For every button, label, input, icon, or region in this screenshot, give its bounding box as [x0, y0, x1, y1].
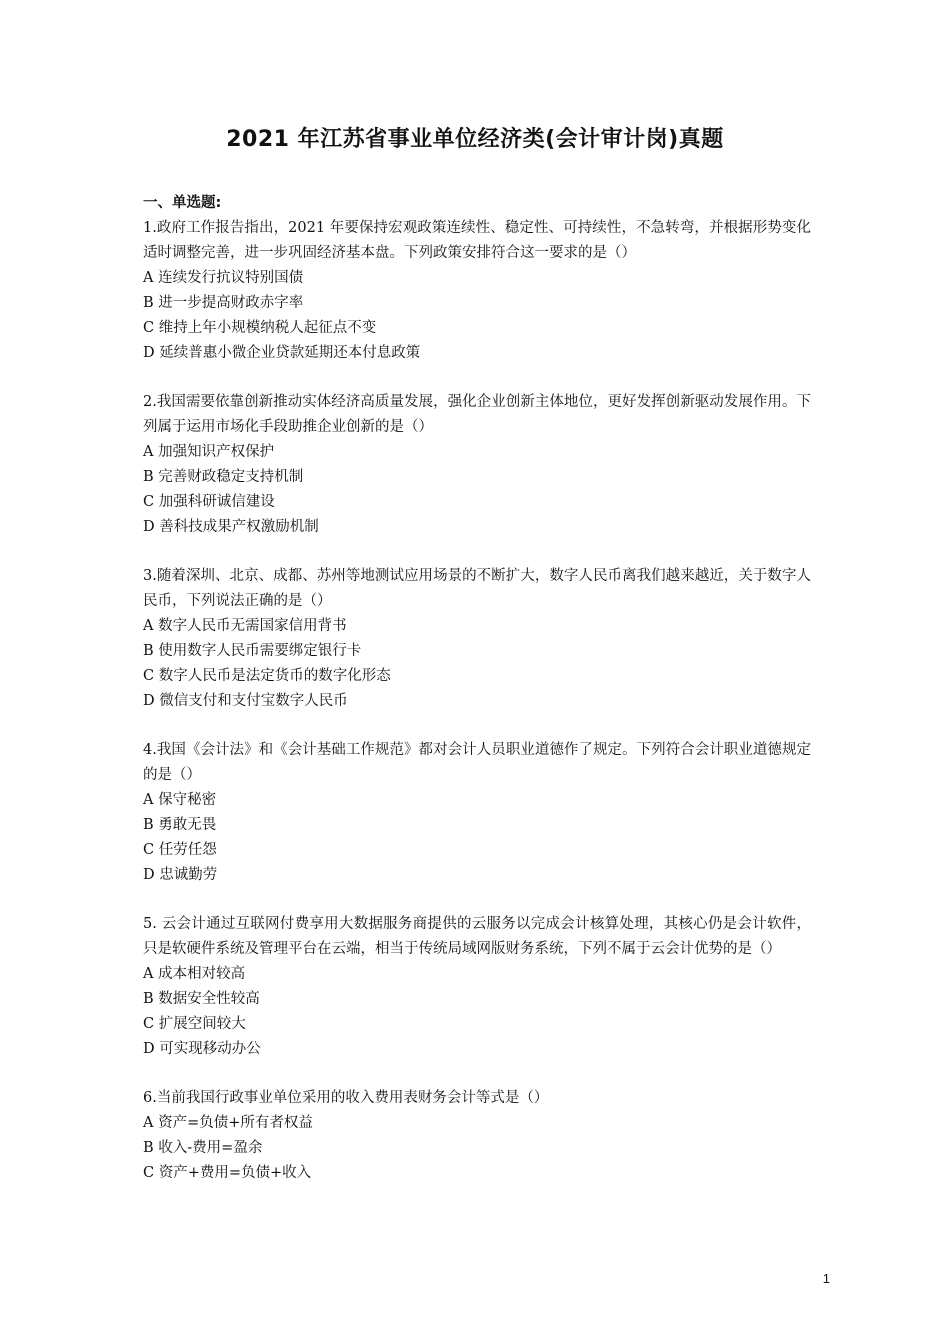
- option-d: D 微信支付和支付宝数字人民币: [143, 693, 348, 709]
- option-d: D 延续普惠小微企业贷款延期还本付息政策: [143, 345, 421, 361]
- option-b: B 进一步提高财政赤字率: [143, 295, 304, 311]
- option-b: B 使用数字人民币需要绑定银行卡: [143, 643, 362, 659]
- option-b: B 勇敢无畏: [143, 817, 217, 833]
- question-5: [143, 912, 811, 1062]
- option-a: A 资产=负债+所有者权益: [143, 1115, 313, 1131]
- question-3: [143, 564, 811, 714]
- option-a: A 数字人民币无需国家信用背书: [143, 618, 347, 634]
- option-c: C 维持上年小规模纳税人起征点不变: [143, 320, 377, 336]
- question-4: [143, 738, 811, 888]
- question-list: [143, 191, 811, 1210]
- option-b: B 数据安全性较高: [143, 991, 260, 1007]
- option-c: C 任劳任怨: [143, 842, 217, 858]
- question-stem: 4.我国《会计法》和《会计基础工作规范》都对会计人员职业道德作了规定。下列符合会计职业道德规定的是（）: [143, 742, 811, 783]
- option-b: B 收入-费用=盈余: [143, 1140, 263, 1156]
- page-number: 1: [822, 1271, 830, 1286]
- question-2: [143, 390, 811, 540]
- option-a: A 成本相对较高: [143, 966, 246, 982]
- option-d: D 可实现移动办公: [143, 1041, 261, 1057]
- option-a: A 加强知识产权保护: [143, 444, 275, 460]
- option-c: C 扩展空间较大: [143, 1016, 246, 1032]
- question-stem: 1.政府工作报告指出，2021 年要保持宏观政策连续性、稳定性、可持续性，不急转弯，并根据形势变化适时调整完善，进一步巩固经济基本盘。下列政策安排符合这一要求的是（）: [143, 220, 811, 261]
- option-a: A 保守秘密: [143, 792, 217, 808]
- option-c: C 资产+费用=负债+收入: [143, 1165, 312, 1181]
- option-a: A 连续发行抗议特别国债: [143, 270, 304, 286]
- question-6: [143, 1086, 811, 1186]
- question-1: [143, 216, 811, 366]
- option-c: C 加强科研诚信建设: [143, 494, 275, 510]
- question-stem: 2.我国需要依靠创新推动实体经济高质量发展，强化企业创新主体地位，更好发挥创新驱动发展作用。下列属于运用市场化手段助推企业创新的是（）: [143, 394, 811, 435]
- option-d: D 善科技成果产权激励机制: [143, 519, 319, 535]
- page-title: 2021 年江苏省事业单位经济类(会计审计岗)真题: [226, 127, 724, 152]
- section-heading: 一、单选题:: [143, 195, 222, 211]
- question-stem: 5. 云会计通过互联网付费享用大数据服务商提供的云服务以完成会计核算处理，其核心仍是会计软件，只是软硬件系统及管理平台在云端，相当于传统局域网版财务系统，下列不属于云会计优势的是（）: [143, 916, 811, 957]
- option-b: B 完善财政稳定支持机制: [143, 469, 304, 485]
- option-c: C 数字人民币是法定货币的数字化形态: [143, 668, 391, 684]
- question-stem: 6.当前我国行政事业单位采用的收入费用表财务会计等式是（）: [143, 1090, 549, 1106]
- question-stem: 3.随着深圳、北京、成都、苏州等地测试应用场景的不断扩大，数字人民币离我们越来越近，关于数字人民币，下列说法正确的是（）: [143, 568, 811, 609]
- option-d: D 忠诚勤劳: [143, 867, 218, 883]
